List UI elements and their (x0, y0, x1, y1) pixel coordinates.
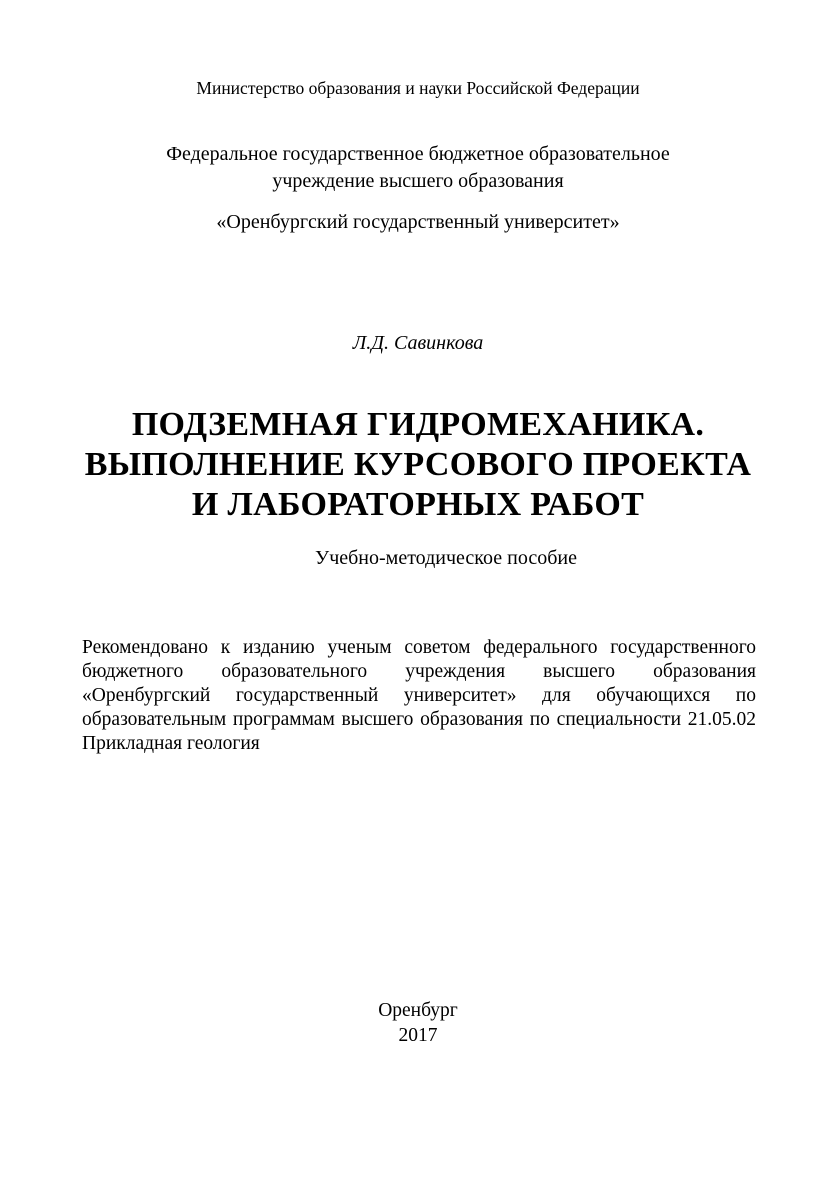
document-subtitle: Учебно-методическое пособие (315, 547, 577, 569)
recommendation-line-4: образовательным программам высшего образования по специальности 21.05.02 (82, 709, 756, 730)
recommendation-paragraph (82, 636, 756, 756)
university-name: «Оренбургский государственный университет» (216, 211, 620, 233)
institution-type-line-1: Федеральное государственное бюджетное образовательное (166, 143, 670, 165)
recommendation-line-1: Рекомендовано к изданию ученым советом федерального государственного (82, 637, 756, 658)
institution-type-line-2: учреждение высшего образования (272, 170, 564, 192)
publication-year: 2017 (398, 1025, 438, 1046)
document-title (0, 405, 836, 525)
recommendation-line-2: бюджетного образовательного учреждения высшего образования (82, 661, 756, 682)
title-line-2: ВЫПОЛНЕНИЕ КУРСОВОГО ПРОЕКТА (84, 446, 752, 483)
publication-city: Оренбург (378, 1000, 458, 1021)
recommendation-line-3: «Оренбургский государственный университет» для обучающихся по (82, 685, 756, 706)
ministry-heading: Министерство образования и науки Российской Федерации (196, 78, 640, 98)
title-line-3: И ЛАБОРАТОРНЫХ РАБОТ (191, 486, 645, 523)
title-line-1: ПОДЗЕМНАЯ ГИДРОМЕХАНИКА. (131, 406, 705, 443)
author-name: Л.Д. Савинкова (352, 332, 484, 354)
recommendation-line-5: Прикладная геология (82, 733, 260, 754)
